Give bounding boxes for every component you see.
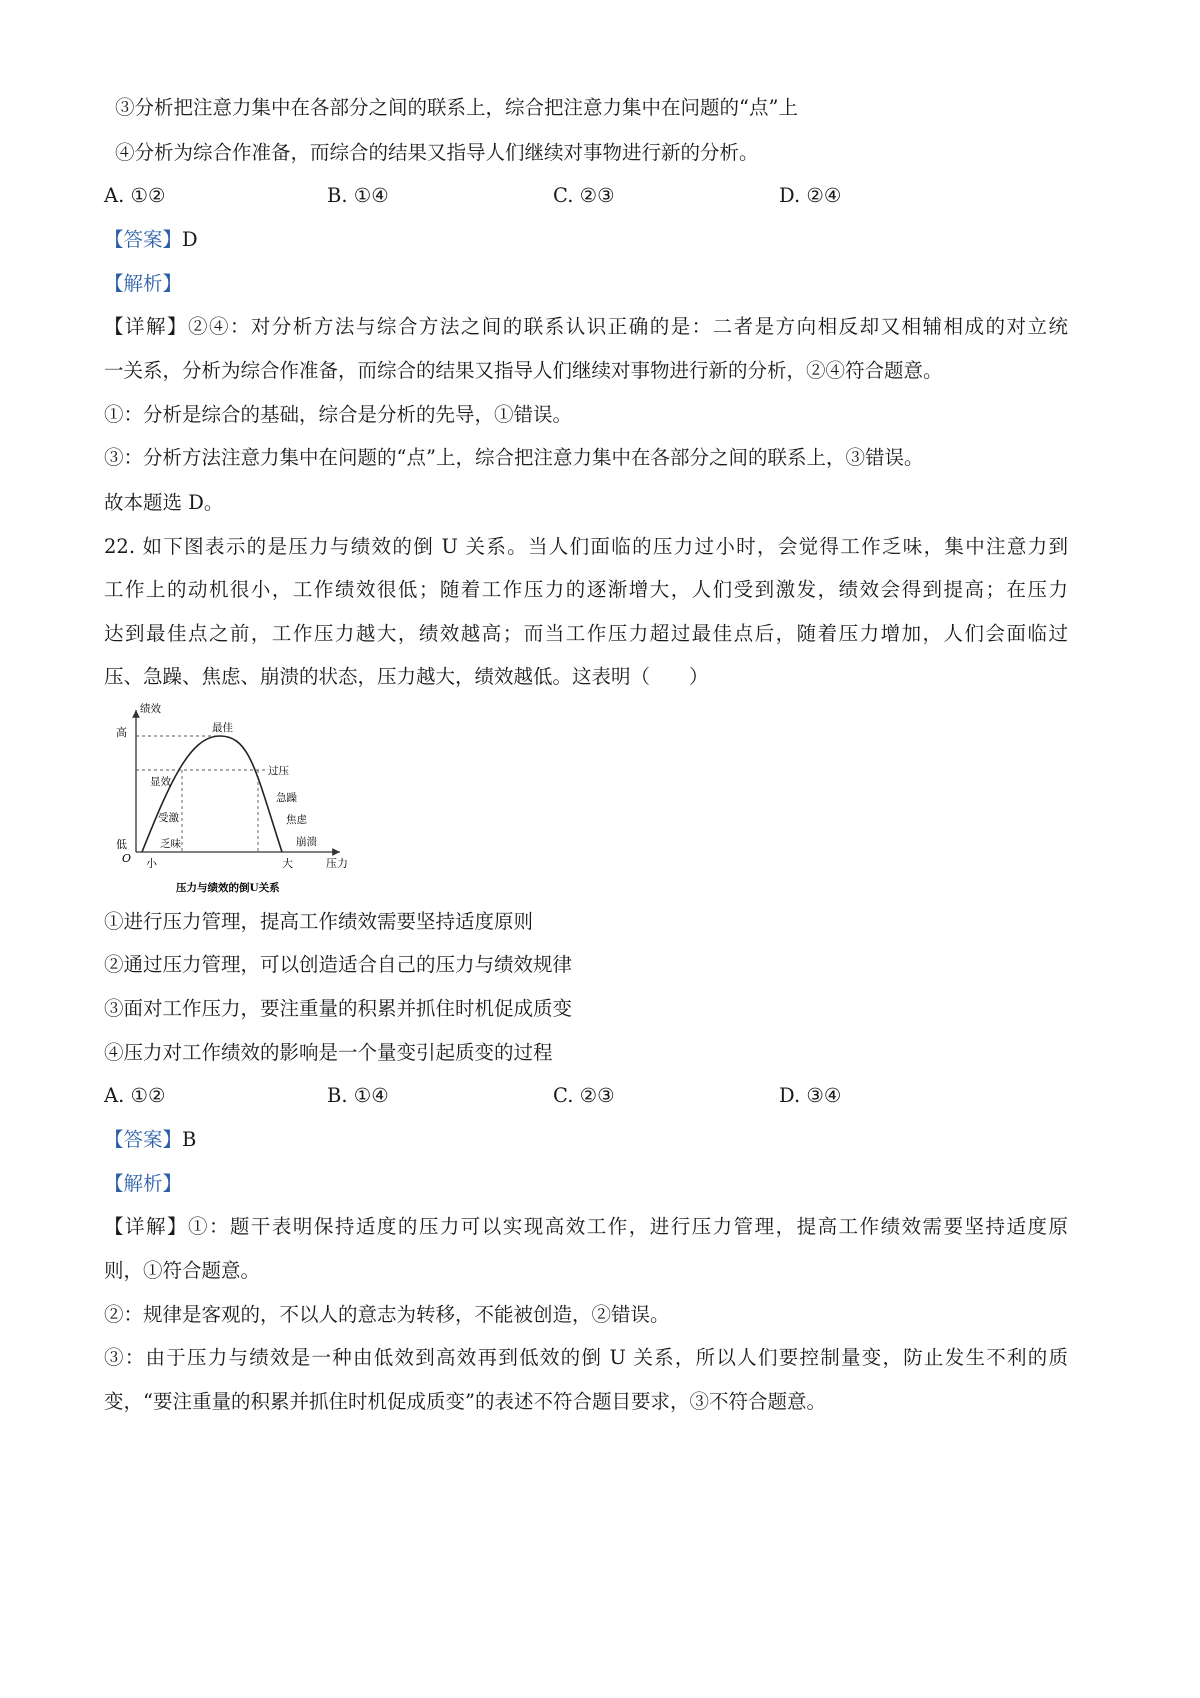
q21-option-a: A. ①② [104,184,166,207]
q21-option-b: B. ①④ [327,184,389,207]
stage-label-stimulated: 受激 [158,812,179,824]
guide-lines [136,736,268,852]
q22-analysis-tag: 【解析】 [104,1172,183,1195]
q22-option-b: B. ①④ [327,1084,389,1107]
answer-value: D [182,228,198,251]
q22-option-d: D. ③④ [779,1084,842,1107]
q22-item-2: ②通过压力管理，可以创造适合自己的压力与绩效规律 [104,953,573,976]
q22-stem-3: 达到最佳点之前，工作压力越大，绩效越高；而当工作压力超过最佳点后，随着压力增加，人们会面临过 [104,622,1068,645]
y-tick-low: 低 [116,838,127,851]
q21-option-d: D. ②④ [779,184,842,207]
pressure-performance-chart [100,700,370,900]
inverted-u-curve [142,736,282,852]
q22-detail-4: ③：由于压力与绩效是一种由低效到高效再到低效的倒 U 关系，所以人们要控制量变，防止发生不利的质 [104,1346,1068,1369]
q21-detail-4: ③：分析方法注意力集中在问题的“点”上，综合把注意力集中在各部分之间的联系上，③错误。 [104,446,924,469]
y-axis-label: 绩效 [140,703,161,715]
q21-conclusion: 故本题选 D。 [104,491,224,514]
stage-label-irritable: 急躁 [276,792,297,804]
q22-stem-1: 22. 如下图表示的是压力与绩效的倒 U 关系。当人们面临的压力过小时，会觉得工作乏味，集中注意力到 [104,535,1068,558]
q22-detail-1: 【详解】①：题干表明保持适度的压力可以实现高效工作，进行压力管理，提高工作绩效需要坚持适度原 [104,1215,1068,1238]
q22-item-1: ①进行压力管理，提高工作绩效需要坚持适度原则 [104,910,534,933]
answer-tag: 【答案】 [104,228,183,251]
q22-option-a: A. ①② [104,1084,166,1107]
q21-detail-3: ①：分析是综合的基础，综合是分析的先导，①错误。 [104,403,573,426]
peak-label: 最佳 [212,722,233,734]
x-axis-label: 压力 [326,857,348,870]
q21-analysis-tag: 【解析】 [104,272,183,295]
chart-title: 压力与绩效的倒U关系 [176,882,280,894]
q21-detail-2: 一关系，分析为综合作准备，而综合的结果又指导人们继续对事物进行新的分析，②④符合题意。 [104,359,943,382]
q22-option-c: C. ②③ [553,1084,615,1107]
answer-tag: 【答案】 [104,1128,183,1151]
q21-option-c: C. ②③ [553,184,615,207]
answer-value: B [182,1128,197,1151]
stage-label-collapse: 崩溃 [296,836,317,848]
stage-label-anxious: 焦虑 [286,814,307,826]
stage-label-boring: 乏味 [160,838,181,850]
q22-stem-4: 压、急躁、焦虑、崩溃的状态，压力越大，绩效越低。这表明（ ） [104,665,709,688]
q22-detail-3: ②：规律是客观的，不以人的意志为转移，不能被创造，②错误。 [104,1303,670,1326]
q22-detail-5: 变，“要注重量的积累并抓住时机促成质变”的表述不符合题目要求，③不符合题意。 [104,1390,826,1413]
x-tick-small: 小 [146,857,157,870]
q21-answer [104,226,198,254]
q22-detail-2: 则，①符合题意。 [104,1259,261,1282]
origin-label: O [122,852,132,865]
y-tick-high: 高 [116,726,127,739]
stage-label-overpressure: 过压 [268,765,289,777]
q22-item-4: ④压力对工作绩效的影响是一个量变引起质变的过程 [104,1041,553,1064]
stage-label-effective: 显效 [150,776,171,788]
q22-answer [104,1126,196,1154]
x-tick-large: 大 [282,857,293,870]
q21-item-3: ③分析把注意力集中在各部分之间的联系上，综合把注意力集中在问题的“点”上 [115,96,798,119]
q21-detail-1: 【详解】②④：对分析方法与综合方法之间的联系认识正确的是：二者是方向相反却又相辅相成的对立统 [104,315,1068,338]
q21-item-4: ④分析为综合作准备，而综合的结果又指导人们继续对事物进行新的分析。 [115,141,759,164]
q22-item-3: ③面对工作压力，要注重量的积累并抓住时机促成质变 [104,997,573,1020]
q22-stem-2: 工作上的动机很小，工作绩效很低；随着工作压力的逐渐增大，人们受到激发，绩效会得到提高；在压力 [104,578,1068,601]
